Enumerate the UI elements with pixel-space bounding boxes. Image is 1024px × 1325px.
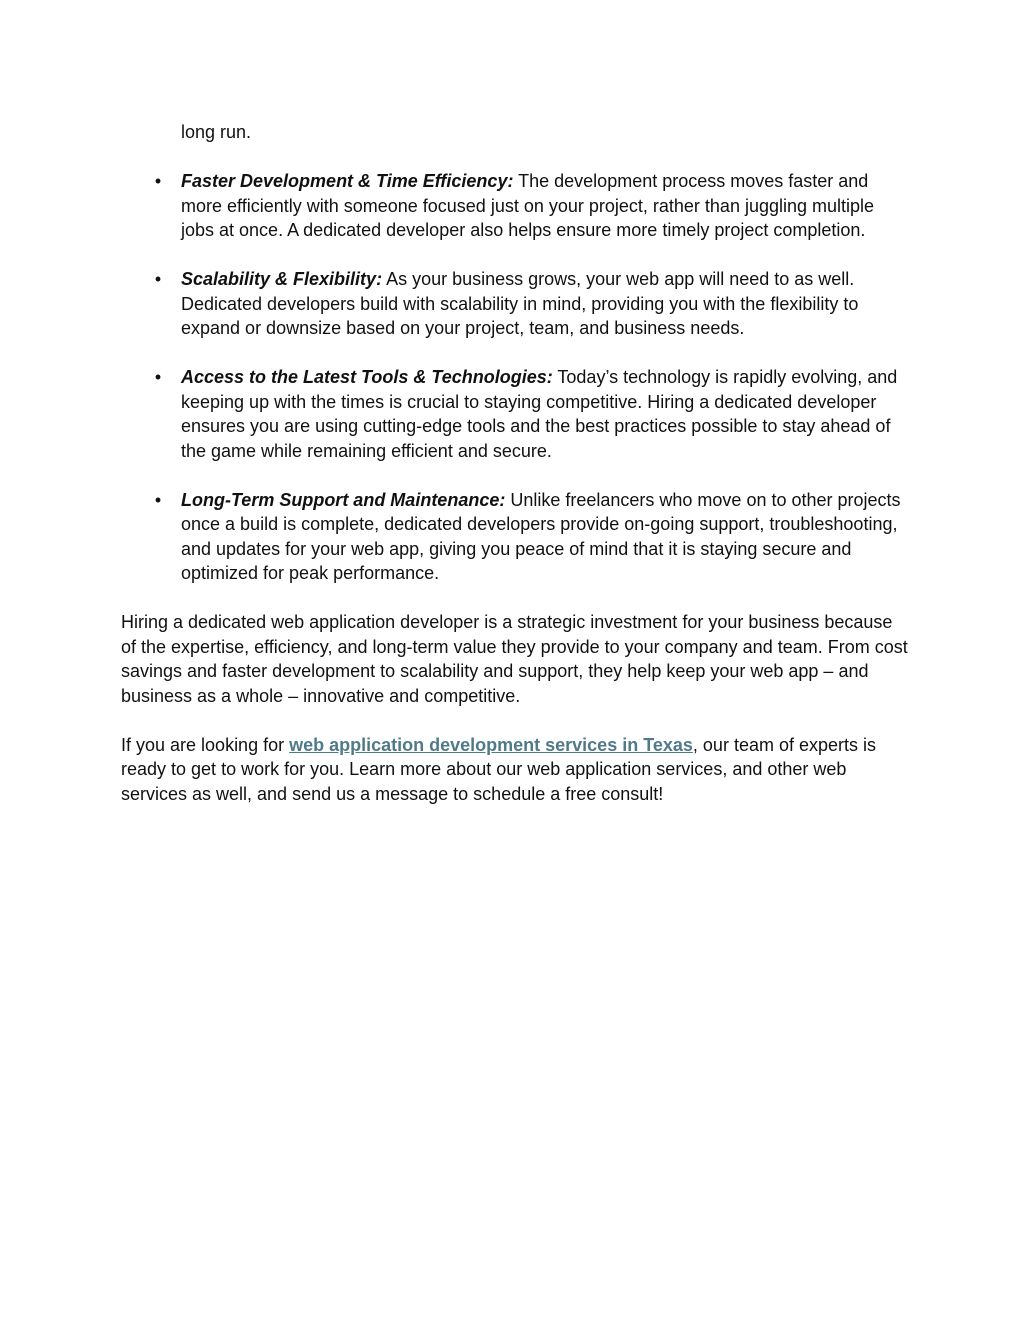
list-item [121, 267, 911, 341]
bullet-icon: • [154, 171, 162, 191]
list-item [121, 488, 911, 586]
cta-text-after: , our team of experts is ready to get to work for you. Learn more about our web application services, and other web services as well, and send us a message to schedule a free consult! [121, 734, 876, 804]
list-item-heading: Faster Development & Time Efficiency: [181, 171, 514, 191]
cta-text-before: If you are looking for [121, 734, 290, 755]
list-item [121, 365, 911, 463]
benefits-list [121, 169, 911, 586]
call-to-action-paragraph [121, 733, 911, 807]
list-item-heading: Long-Term Support and Maintenance: [181, 489, 506, 510]
list-item-heading: Access to the Latest Tools & Technologies: [181, 367, 553, 387]
list-item-text: As your business grows, your web app will need to as well. Dedicated developers build with scalability in mind, providing you with the flexibility to expand or downsize based on your project, team, and business needs. [181, 269, 859, 338]
list-item-text: Today’s technology is rapidly evolving, and keeping up with the times is crucial to staying competitive. Hiring a dedicated developer ensures you are using cutting-edge tools and the best practices possible to stay ahead of the game while remaining efficient and secure. [181, 367, 898, 461]
list-item-text: Unlike freelancers who move on to other projects once a build is complete, dedicated developers provide on-going support, troubleshooting, and updates for your web app, giving you peace of mind that it is staying secure and optimized for peak performance. [181, 489, 901, 583]
continued-list-text: long run. [181, 122, 252, 142]
bullet-icon: • [154, 367, 162, 387]
list-item [121, 169, 911, 243]
web-app-services-link[interactable]: web application development services in Texas [289, 734, 693, 755]
bullet-icon: • [154, 269, 162, 289]
list-item-text: The development process moves faster and more efficiently with someone focused just on your project, rather than juggling multiple jobs at once. A dedicated developer also helps ensure more timely project completion. [181, 171, 875, 240]
summary-paragraph: Hiring a dedicated web application developer is a strategic investment for your business because of the expertise, efficiency, and long-term value they provide to your company and team. From cost savings and faster development to scalability and support, they help keep your web app – and business as a whole – innovative and competitive. [121, 612, 908, 706]
bullet-icon: • [154, 489, 162, 510]
list-item-heading: Scalability & Flexibility: [181, 269, 383, 289]
document-body [121, 120, 911, 831]
